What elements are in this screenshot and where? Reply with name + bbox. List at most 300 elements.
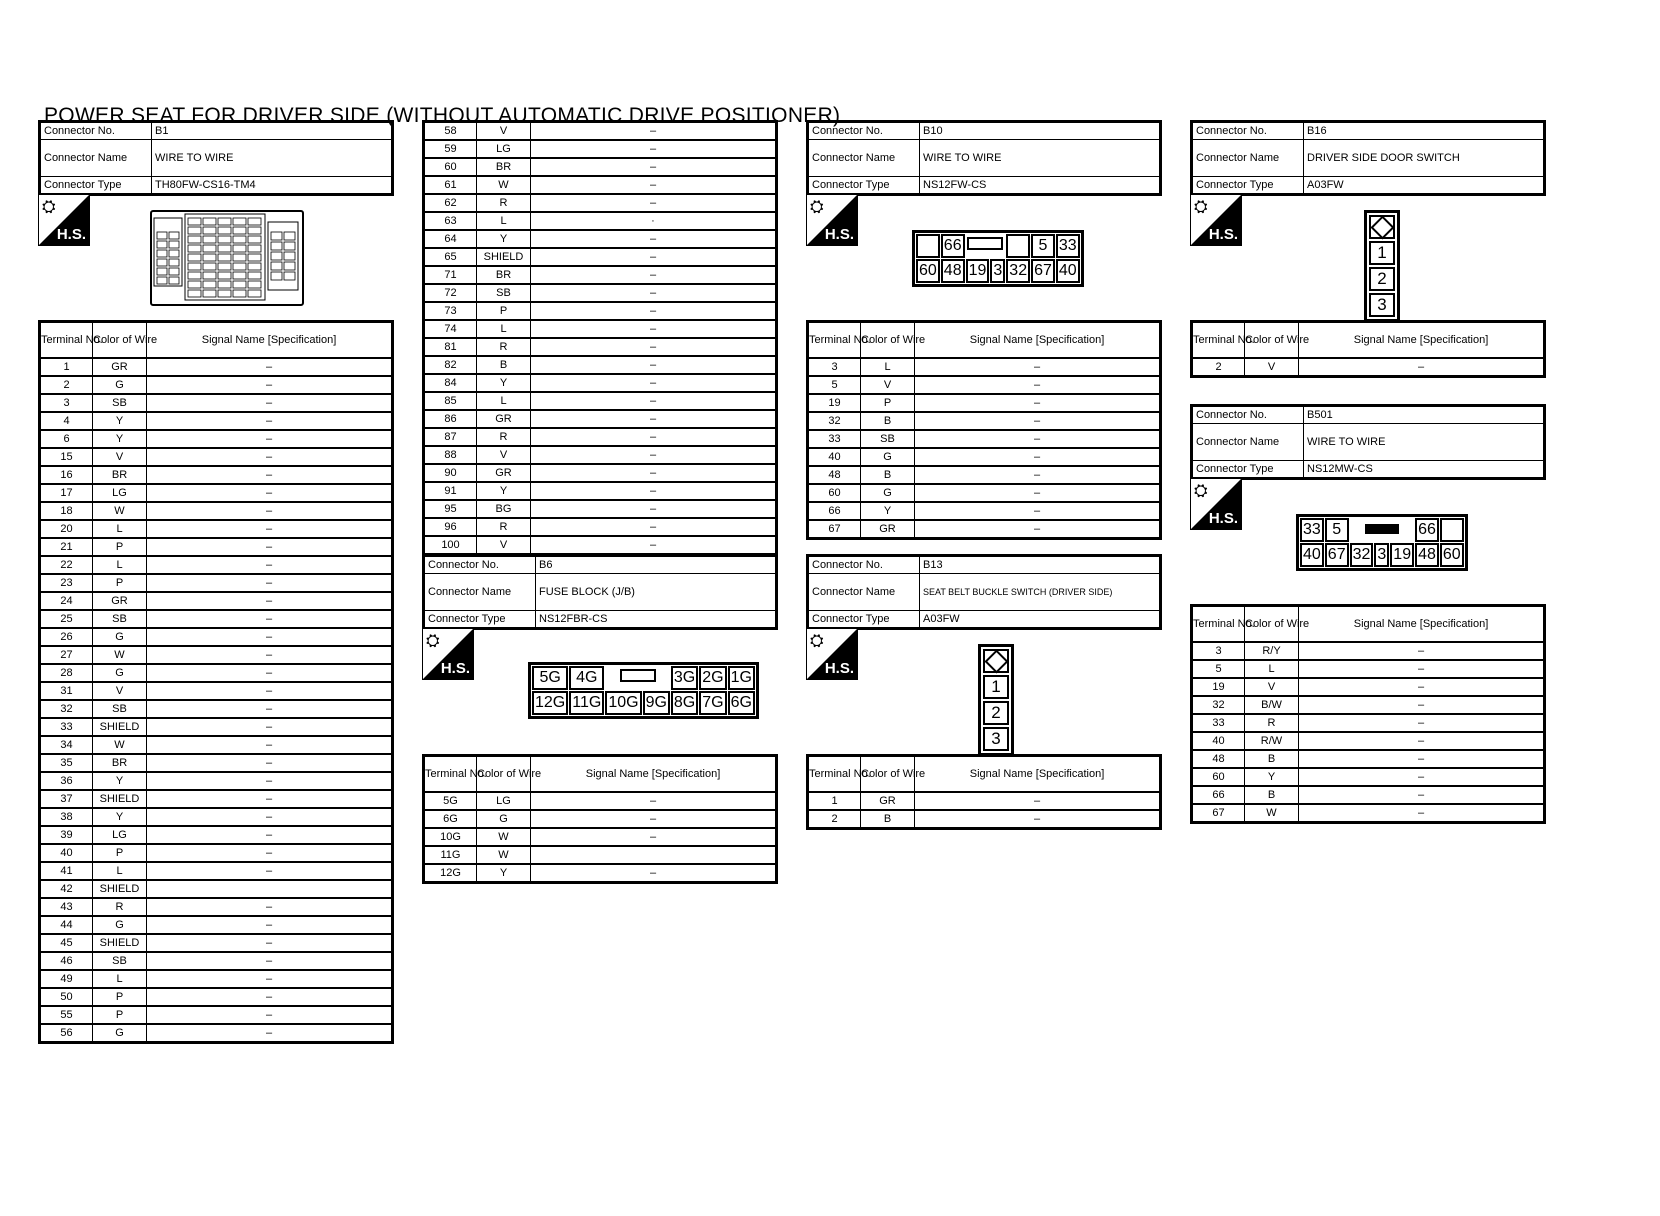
- wire-color: L: [93, 862, 147, 880]
- table-row: [40, 610, 393, 628]
- terminal-no: 23: [40, 574, 93, 592]
- signal-name: –: [1299, 678, 1545, 696]
- hs-icon: ⛭ H.S.: [38, 194, 90, 246]
- table-row: [424, 846, 777, 864]
- terminal-no: 48: [808, 466, 861, 484]
- signal-name: –: [1299, 642, 1545, 660]
- connector-info-b13: [806, 554, 1162, 630]
- signal-name: –: [147, 934, 393, 952]
- connector-type-label: Connector Type: [808, 177, 920, 195]
- table-row: [40, 826, 393, 844]
- wire-color: W: [477, 828, 531, 846]
- signal-name: –: [147, 574, 393, 592]
- wire-color: BR: [477, 266, 531, 284]
- pin: [1006, 234, 1030, 258]
- terminal-no: 71: [424, 266, 477, 284]
- terminal-no: 5: [808, 376, 861, 394]
- terminal-no: 41: [40, 862, 93, 880]
- terminal-no: 62: [424, 194, 477, 212]
- wire-color: Y: [93, 772, 147, 790]
- table-row: [40, 880, 393, 898]
- table-row: [808, 376, 1161, 394]
- terminal-no: 34: [40, 736, 93, 754]
- pin: 10G: [605, 691, 641, 715]
- terminal-table-b501: [1190, 604, 1546, 824]
- terminal-no: 20: [40, 520, 93, 538]
- wire-color: V: [93, 448, 147, 466]
- pin: 5: [1325, 518, 1349, 542]
- terminal-table-b6: [422, 754, 778, 884]
- table-row: [40, 646, 393, 664]
- hs-icon: ⛭ H.S.: [806, 628, 858, 680]
- table-row: [808, 412, 1161, 430]
- pin: 2: [983, 701, 1009, 725]
- terminal-no-header: Terminal No.: [808, 756, 861, 793]
- table-row: [424, 500, 777, 518]
- connector-type-value: NS12FW-CS: [920, 177, 1161, 195]
- signal-name: –: [1299, 358, 1545, 377]
- terminal-no: 19: [1192, 678, 1245, 696]
- signal-name: –: [147, 646, 393, 664]
- pin: 67: [1031, 259, 1055, 283]
- terminal-no: 43: [40, 898, 93, 916]
- table-row: [40, 430, 393, 448]
- pin: 1G: [728, 666, 755, 690]
- terminal-no: 66: [808, 502, 861, 520]
- connector-no-value: B1: [152, 122, 393, 140]
- connector-no-value: B6: [536, 556, 777, 574]
- pin: 67: [1325, 543, 1349, 567]
- table-row: [424, 828, 777, 846]
- signal-name: –: [147, 862, 393, 880]
- table-row: [424, 810, 777, 828]
- wire-color: R: [93, 898, 147, 916]
- wire-color: V: [1245, 678, 1299, 696]
- wire-color: P: [93, 574, 147, 592]
- connector-no-label: Connector No.: [424, 556, 536, 574]
- connector-pinout-b1: [152, 212, 302, 304]
- wire-color: SB: [93, 952, 147, 970]
- table-row: [424, 356, 777, 374]
- table-row: [40, 628, 393, 646]
- terminal-no: 3: [1192, 642, 1245, 660]
- table-row: [424, 158, 777, 176]
- pin: 40: [1056, 259, 1080, 283]
- terminal-no: 21: [40, 538, 93, 556]
- terminal-no: 65: [424, 248, 477, 266]
- terminal-no: 17: [40, 484, 93, 502]
- signal-name-header: Signal Name [Specification]: [147, 322, 393, 359]
- terminal-no: 1: [40, 358, 93, 376]
- table-row: [424, 284, 777, 302]
- connector-type-label: Connector Type: [1192, 461, 1304, 479]
- table-row: [808, 430, 1161, 448]
- table-row: [424, 374, 777, 392]
- terminal-no: 32: [40, 700, 93, 718]
- terminal-no: 50: [40, 988, 93, 1006]
- wire-color: P: [93, 538, 147, 556]
- table-row: [808, 466, 1161, 484]
- table-row: [424, 410, 777, 428]
- signal-name: –: [147, 970, 393, 988]
- wire-color: L: [477, 212, 531, 230]
- table-row: [1192, 660, 1545, 678]
- terminal-no: 73: [424, 302, 477, 320]
- wire-color: Y: [93, 412, 147, 430]
- connector-name-value: WIRE TO WIRE: [920, 140, 1161, 177]
- connector-name-value: SEAT BELT BUCKLE SWITCH (DRIVER SIDE): [920, 574, 1161, 611]
- table-row: [40, 862, 393, 880]
- signal-name: –: [531, 320, 777, 338]
- connector-latch: [1350, 518, 1415, 542]
- wire-color: L: [93, 970, 147, 988]
- wire-color: BR: [93, 466, 147, 484]
- signal-name-header: Signal Name [Specification]: [531, 756, 777, 793]
- terminal-no: 18: [40, 502, 93, 520]
- signal-name: –: [531, 446, 777, 464]
- table-row: [40, 394, 393, 412]
- connector-info-b501: [1190, 404, 1546, 480]
- signal-name: –: [147, 466, 393, 484]
- signal-name: –: [147, 898, 393, 916]
- signal-name: –: [147, 826, 393, 844]
- pin: 1: [983, 675, 1009, 699]
- terminal-table-b1-part2: [422, 120, 778, 556]
- signal-name: –: [147, 988, 393, 1006]
- terminal-no: 67: [808, 520, 861, 539]
- wire-color: R: [477, 518, 531, 536]
- wire-color: L: [477, 320, 531, 338]
- table-row: [40, 808, 393, 826]
- table-row: [808, 484, 1161, 502]
- terminal-no: 82: [424, 356, 477, 374]
- color-of-wire-header: Color of Wire: [477, 756, 531, 793]
- wire-color: V: [1245, 358, 1299, 377]
- terminal-no: 60: [1192, 768, 1245, 786]
- table-row: [1192, 750, 1545, 768]
- terminal-no: 66: [1192, 786, 1245, 804]
- terminal-no: 2: [1192, 358, 1245, 377]
- signal-name: –: [531, 500, 777, 518]
- terminal-no: 61: [424, 176, 477, 194]
- terminal-no: 16: [40, 466, 93, 484]
- table-row: [40, 790, 393, 808]
- table-row: [424, 864, 777, 883]
- signal-name: –: [1299, 714, 1545, 732]
- terminal-no: 3: [808, 358, 861, 376]
- wire-color: W: [93, 736, 147, 754]
- wire-color: B: [1245, 786, 1299, 804]
- wire-color: L: [477, 392, 531, 410]
- connector-info-b16: [1190, 120, 1546, 196]
- signal-name: –: [147, 484, 393, 502]
- signal-name: –: [147, 1006, 393, 1024]
- table-row: [40, 916, 393, 934]
- table-row: [808, 358, 1161, 376]
- wire-color: Y: [93, 808, 147, 826]
- terminal-no: 1: [808, 792, 861, 810]
- connector-no-value: B16: [1304, 122, 1545, 140]
- wire-color: W: [477, 176, 531, 194]
- wire-color: V: [477, 122, 531, 141]
- wire-color: P: [93, 988, 147, 1006]
- wire-color: SB: [93, 700, 147, 718]
- pin: 2: [1369, 267, 1395, 291]
- connector-name-label: Connector Name: [808, 574, 920, 611]
- signal-name: –: [531, 140, 777, 158]
- signal-name: –: [531, 810, 777, 828]
- table-row: [40, 700, 393, 718]
- hs-icon: ⛭ H.S.: [1190, 194, 1242, 246]
- pin: 8G: [671, 691, 698, 715]
- connector-type-label: Connector Type: [40, 177, 152, 195]
- terminal-no: 27: [40, 646, 93, 664]
- wire-color: P: [861, 394, 915, 412]
- connector-name-label: Connector Name: [1192, 424, 1304, 461]
- connector-no-label: Connector No.: [808, 556, 920, 574]
- connector-no-label: Connector No.: [1192, 122, 1304, 140]
- table-row: [40, 934, 393, 952]
- table-row: [424, 140, 777, 158]
- table-row: [424, 176, 777, 194]
- pin: 9G: [643, 691, 670, 715]
- pin: 19: [966, 259, 990, 283]
- table-row: [424, 122, 777, 141]
- table-row: [424, 518, 777, 536]
- signal-name: –: [147, 790, 393, 808]
- signal-name: –: [147, 394, 393, 412]
- connector-no-label: Connector No.: [808, 122, 920, 140]
- wire-color: P: [93, 1006, 147, 1024]
- hs-icon: ⛭ H.S.: [806, 194, 858, 246]
- wire-color: L: [1245, 660, 1299, 678]
- signal-name: –: [531, 536, 777, 555]
- connector-key: [983, 649, 1009, 673]
- signal-name: –: [915, 412, 1161, 430]
- signal-name: –: [531, 482, 777, 500]
- wire-color: B: [861, 466, 915, 484]
- wire-color: V: [93, 682, 147, 700]
- connector-type-value: NS12MW-CS: [1304, 461, 1545, 479]
- terminal-no: 72: [424, 284, 477, 302]
- table-row: [808, 448, 1161, 466]
- terminal-no: 67: [1192, 804, 1245, 823]
- wire-color: GR: [477, 464, 531, 482]
- terminal-no: 32: [1192, 696, 1245, 714]
- signal-name: –: [531, 356, 777, 374]
- wire-color: GR: [93, 592, 147, 610]
- signal-name: –: [531, 230, 777, 248]
- terminal-no: 24: [40, 592, 93, 610]
- terminal-no-header: Terminal No.: [1192, 322, 1245, 359]
- signal-name: –: [147, 718, 393, 736]
- signal-name: –: [531, 284, 777, 302]
- pin: 11G: [569, 691, 604, 715]
- terminal-no: 59: [424, 140, 477, 158]
- signal-name: –: [147, 520, 393, 538]
- terminal-no: 6G: [424, 810, 477, 828]
- terminal-no: 33: [40, 718, 93, 736]
- table-row: [40, 448, 393, 466]
- wire-color: R/W: [1245, 732, 1299, 750]
- terminal-no: 63: [424, 212, 477, 230]
- wire-color: L: [861, 358, 915, 376]
- signal-name: –: [147, 628, 393, 646]
- connector-no-value: B501: [1304, 406, 1545, 424]
- terminal-no-header: Terminal No.: [808, 322, 861, 359]
- table-row: [40, 682, 393, 700]
- signal-name-header: Signal Name [Specification]: [915, 756, 1161, 793]
- signal-name: –: [531, 464, 777, 482]
- signal-name: –: [915, 520, 1161, 539]
- table-row: [424, 536, 777, 555]
- signal-name: –: [915, 484, 1161, 502]
- terminal-no: 44: [40, 916, 93, 934]
- wire-color: B: [861, 810, 915, 829]
- connector-type-value: TH80FW-CS16-TM4: [152, 177, 393, 195]
- connector-face-b1: [150, 210, 304, 306]
- terminal-no: 11G: [424, 846, 477, 864]
- connector-type-value: A03FW: [1304, 177, 1545, 195]
- table-row: [808, 394, 1161, 412]
- signal-name: –: [147, 700, 393, 718]
- table-row: [40, 592, 393, 610]
- table-row: [808, 810, 1161, 829]
- pin: 1: [1369, 241, 1395, 265]
- wire-color: GR: [477, 410, 531, 428]
- pin: 4G: [569, 666, 604, 690]
- table-row: [808, 520, 1161, 539]
- wire-color: W: [1245, 804, 1299, 823]
- terminal-no: 39: [40, 826, 93, 844]
- pin: 33: [1056, 234, 1080, 258]
- signal-name: –: [147, 412, 393, 430]
- wire-color: SHIELD: [477, 248, 531, 266]
- signal-name: –: [531, 248, 777, 266]
- wire-color: BR: [477, 158, 531, 176]
- wire-color: LG: [477, 792, 531, 810]
- wire-color: GR: [93, 358, 147, 376]
- terminal-no: 49: [40, 970, 93, 988]
- terminal-no: 90: [424, 464, 477, 482]
- wire-color: R/Y: [1245, 642, 1299, 660]
- wire-color: R: [477, 194, 531, 212]
- signal-name: –: [147, 502, 393, 520]
- signal-name: –: [1299, 732, 1545, 750]
- terminal-no: 2: [808, 810, 861, 829]
- signal-name: –: [147, 556, 393, 574]
- terminal-no: 96: [424, 518, 477, 536]
- signal-name: ·: [531, 212, 777, 230]
- pin: 33: [1300, 518, 1324, 542]
- terminal-table-b13: [806, 754, 1162, 830]
- pin: 3: [990, 259, 1005, 283]
- table-row: [424, 248, 777, 266]
- table-row: [40, 556, 393, 574]
- pin: 6G: [728, 691, 755, 715]
- table-row: [1192, 732, 1545, 750]
- table-row: [40, 988, 393, 1006]
- terminal-no: 37: [40, 790, 93, 808]
- terminal-table-b10: [806, 320, 1162, 540]
- table-row: [40, 502, 393, 520]
- wire-color: W: [93, 646, 147, 664]
- pin: 7G: [699, 691, 726, 715]
- terminal-no: 5G: [424, 792, 477, 810]
- wire-color: Y: [477, 482, 531, 500]
- signal-name-header: Signal Name [Specification]: [1299, 606, 1545, 643]
- connector-name-value: DRIVER SIDE DOOR SWITCH: [1304, 140, 1545, 177]
- signal-name: –: [1299, 660, 1545, 678]
- terminal-no: 58: [424, 122, 477, 141]
- connector-name-value: WIRE TO WIRE: [1304, 424, 1545, 461]
- signal-name: –: [1299, 786, 1545, 804]
- signal-name: –: [915, 502, 1161, 520]
- wire-color: SHIELD: [93, 718, 147, 736]
- signal-name: –: [531, 864, 777, 883]
- connector-no-value: B13: [920, 556, 1161, 574]
- connector-info-b10: [806, 120, 1162, 196]
- connector-no-value: B10: [920, 122, 1161, 140]
- wire-color: Y: [93, 430, 147, 448]
- table-row: [40, 736, 393, 754]
- table-row: [40, 718, 393, 736]
- terminal-no: 33: [1192, 714, 1245, 732]
- pin: 48: [941, 259, 965, 283]
- table-row: [40, 1024, 393, 1043]
- signal-name: –: [147, 592, 393, 610]
- color-of-wire-header: Color of Wire: [93, 322, 147, 359]
- terminal-no: 40: [40, 844, 93, 862]
- terminal-no: 91: [424, 482, 477, 500]
- wire-color: Y: [477, 230, 531, 248]
- terminal-no: 95: [424, 500, 477, 518]
- terminal-no: 31: [40, 682, 93, 700]
- signal-name: –: [1299, 696, 1545, 714]
- table-row: [424, 338, 777, 356]
- pin: 66: [1415, 518, 1439, 542]
- signal-name: –: [147, 952, 393, 970]
- terminal-no: 36: [40, 772, 93, 790]
- signal-name: –: [915, 466, 1161, 484]
- terminal-no-header: Terminal No.: [1192, 606, 1245, 643]
- wire-color: P: [93, 844, 147, 862]
- signal-name: –: [531, 374, 777, 392]
- pin: [916, 234, 940, 258]
- table-row: [1192, 804, 1545, 823]
- connector-face-b13: [978, 644, 1014, 756]
- connector-type-label: Connector Type: [808, 611, 920, 629]
- wire-color: BR: [93, 754, 147, 772]
- wire-color: SB: [861, 430, 915, 448]
- signal-name: –: [531, 338, 777, 356]
- terminal-no: 12G: [424, 864, 477, 883]
- wire-color: G: [93, 916, 147, 934]
- signal-name: –: [531, 792, 777, 810]
- terminal-no: 10G: [424, 828, 477, 846]
- wire-color: B: [1245, 750, 1299, 768]
- wire-color: G: [93, 628, 147, 646]
- connector-latch: [605, 666, 670, 690]
- pin: 66: [941, 234, 965, 258]
- pin: 5G: [532, 666, 568, 690]
- table-row: [808, 792, 1161, 810]
- pin: 32: [1006, 259, 1030, 283]
- terminal-no: 81: [424, 338, 477, 356]
- pin: 40: [1300, 543, 1324, 567]
- table-row: [1192, 358, 1545, 377]
- terminal-no: 56: [40, 1024, 93, 1043]
